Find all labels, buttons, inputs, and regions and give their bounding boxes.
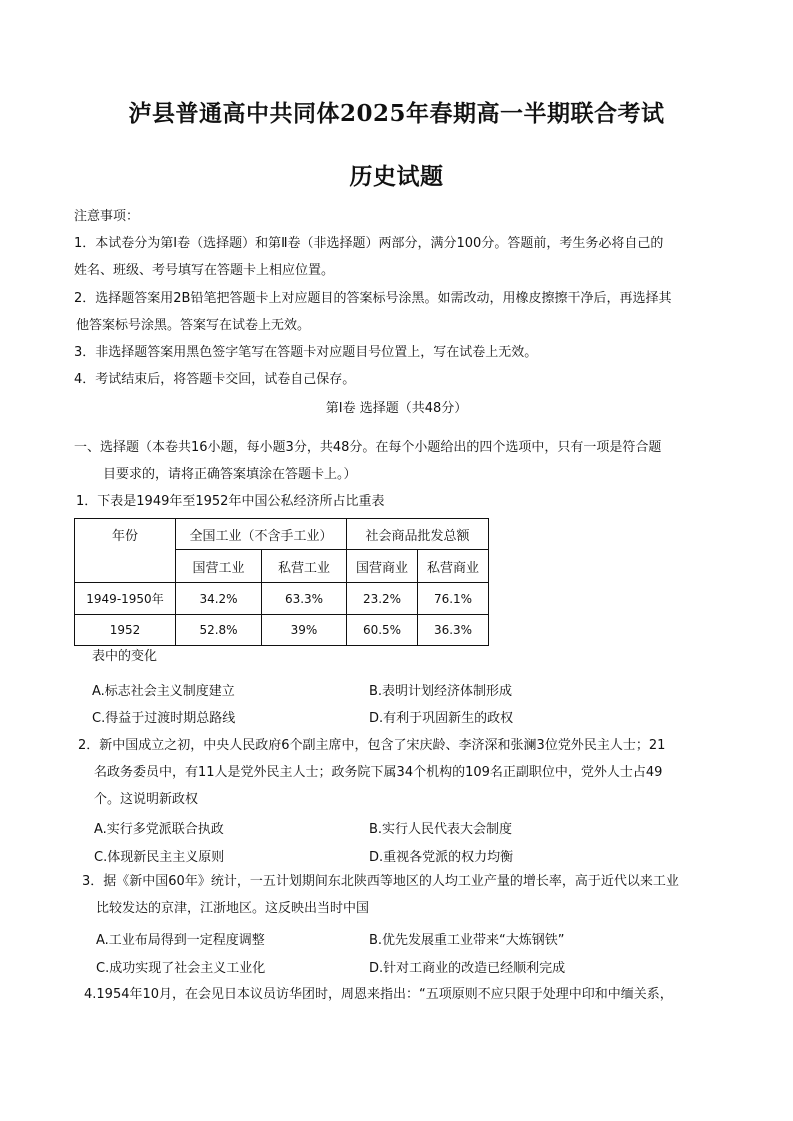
exam-subtitle: 历史试题 — [349, 163, 444, 190]
table-header-commerce: 社会商品批发总额 — [347, 519, 489, 550]
notice-heading: 注意事项： — [74, 209, 140, 224]
table-subheader: 国营商业 — [347, 550, 418, 583]
question-3-line: 3．据《新中国60年》统计，一五计划期间东北陕西等地区的人均工业产量的增长率，高于近代以来工业 — [82, 874, 679, 889]
economy-table — [74, 518, 489, 646]
question-3-option-b: B.优先发展重工业带来“大炼钢铁” — [369, 933, 565, 948]
table-cell: 76.1% — [418, 583, 489, 615]
notice-item: 1．本试卷分为第Ⅰ卷（选择题）和第Ⅱ卷（非选择题）两部分，满分100分。答题前，考生务必将自己的 — [74, 236, 664, 251]
question-3-option-a: A.工业布局得到一定程度调整 — [96, 933, 265, 948]
question-2-option-a: A.实行多党派联合执政 — [94, 822, 224, 837]
question-1-option-b: B.表明计划经济体制形成 — [369, 684, 513, 699]
table-cell-year: 1949-1950年 — [75, 583, 176, 615]
question-4-line: 4.1954年10月，在会见日本议员访华团时，周恩来指出：“五项原则不应只限于处理中印和中缅关系， — [84, 987, 673, 1002]
question-2-line: 2．新中国成立之初，中央人民政府6个副主席中，包含了宋庆龄、李济深和张澜3位党外民主人士；21 — [78, 738, 666, 753]
notice-item: 姓名、班级、考号填写在答题卡上相应位置。 — [74, 263, 335, 278]
question-1-option-a: A.标志社会主义制度建立 — [92, 684, 235, 699]
section-heading: 第Ⅰ卷 选择题（共48分） — [325, 401, 468, 416]
exam-title: 泸县普通高中共同体2025年春期高一半期联合考试 — [128, 100, 665, 127]
instructions-line: 目要求的，请将正确答案填涂在答题卡上。） — [103, 467, 357, 482]
notice-item: 2．选择题答案用2B铅笔把答题卡上对应题目的答案标号涂黑。如需改动，用橡皮擦擦干净后，再选择其 — [74, 291, 672, 306]
table-cell: 36.3% — [418, 615, 489, 646]
notice-item: 3．非选择题答案用黑色签字笔写在答题卡对应题目号位置上，写在试卷上无效。 — [74, 345, 538, 360]
table-subheader: 私营工业 — [262, 550, 347, 583]
question-2-option-c: C.体现新民主主义原则 — [94, 850, 225, 865]
table-cell: 52.8% — [176, 615, 262, 646]
table-header-year: 年份 — [75, 519, 176, 583]
question-2-option-d: D.重视各党派的权力均衡 — [369, 850, 514, 865]
table-cell: 63.3% — [262, 583, 347, 615]
table-cell: 23.2% — [347, 583, 418, 615]
table-cell: 34.2% — [176, 583, 262, 615]
question-2-option-b: B.实行人民代表大会制度 — [369, 822, 513, 837]
table-cell: 60.5% — [347, 615, 418, 646]
notice-item: 4．考试结束后，将答题卡交回，试卷自己保存。 — [74, 372, 356, 387]
question-3-option-c: C.成功实现了社会主义工业化 — [96, 961, 266, 976]
instructions-line: 一、选择题（本卷共16小题，每小题3分，共48分。在每个小题给出的四个选项中，只有一项是符合题 — [74, 440, 662, 455]
table-subheader: 私营商业 — [418, 550, 489, 583]
question-1-option-c: C.得益于过渡时期总路线 — [92, 711, 236, 726]
question-1-tail: 表中的变化 — [92, 649, 158, 664]
question-2-line: 名政务委员中，有11人是党外民主人士；政务院下属34个机构的109名正副职位中，党外人士占49 — [94, 765, 663, 780]
table-header-industry: 全国工业（不含手工业） — [176, 519, 347, 550]
question-1-stem: 1．下表是1949年至1952年中国公私经济所占比重表 — [76, 494, 385, 509]
table-row — [75, 583, 489, 615]
table-cell: 39% — [262, 615, 347, 646]
question-2-line: 个。这说明新政权 — [94, 792, 199, 807]
question-1-option-d: D.有利于巩固新生的政权 — [369, 711, 514, 726]
question-3-option-d: D.针对工商业的改造已经顺利完成 — [369, 961, 566, 976]
table-cell-year: 1952 — [75, 615, 176, 646]
question-3-line: 比较发达的京津，江浙地区。这反映出当时中国 — [96, 901, 370, 916]
table-row — [75, 615, 489, 646]
notice-item: 他答案标号涂黑。答案写在试卷上无效。 — [76, 318, 311, 333]
table-subheader: 国营工业 — [176, 550, 262, 583]
